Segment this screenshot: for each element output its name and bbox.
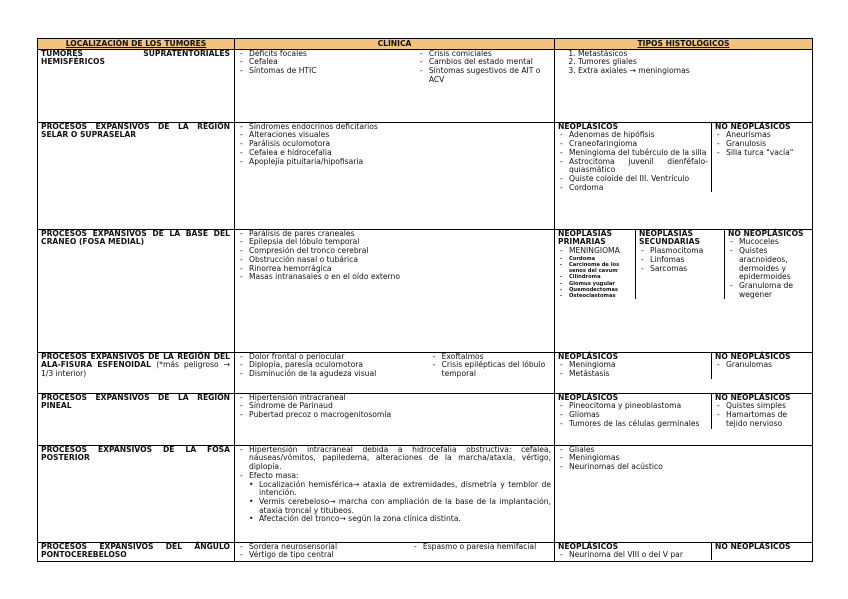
- list-item: - Efecto masa:: [238, 472, 551, 481]
- row-types: [555, 49, 813, 122]
- row-location: PROCESOS EXPANSIVOS DE LA REGIÓN SELAR O SUPRASELAR: [38, 122, 235, 229]
- list-item: - Rinorrea hemorrágica: [238, 265, 551, 274]
- list-item: - Metástasis: [558, 370, 708, 379]
- list-item: - Craneofaringioma: [558, 140, 708, 149]
- row-types: [555, 542, 813, 561]
- list-item: - Astrocitoma juvenil dienféfalo-quiasmático: [558, 158, 708, 175]
- row-clinic: [235, 393, 555, 445]
- list-item: - Disminución de la agudeza visual: [238, 370, 431, 379]
- list-item: - Quistes simples: [715, 402, 809, 411]
- row-location: PROCESOS EXPANSIVOS DE LA FOSA POSTERIOR: [38, 445, 235, 542]
- list-item: - Glomus yugular: [558, 281, 632, 287]
- list-item: - Plasmocitoma: [639, 247, 721, 256]
- list-item: - Alteraciones visuales: [238, 131, 551, 140]
- tumor-table: [37, 38, 813, 562]
- table-row: [38, 542, 813, 561]
- row-location: PROCESOS EXPANSIVOS DE LA REGIÓN PINEAL: [38, 393, 235, 445]
- list-item: - Quistes aracnoideos, dermoides y epidermoides: [728, 247, 809, 282]
- list-item: - Cefalea: [238, 58, 418, 67]
- list-item: • Vermis cerebeloso→ marcha con ampliación de la base de la implantación, ataxia troncal y titubeos.: [248, 498, 551, 515]
- list-item: - Osteoclastomas: [558, 293, 632, 299]
- list-item: - Parálisis de pares craneales: [238, 230, 551, 239]
- list-item: - Tumores de las células germinales: [558, 420, 708, 429]
- list-item: - Obstrucción nasal o tubárica: [238, 256, 551, 265]
- list-item: - Sarcomas: [639, 265, 721, 274]
- non-neoplastic-title: NO NEOPLÁSICOS: [715, 351, 791, 361]
- row-clinic: [235, 122, 555, 229]
- non-neoplastic-title: NO NEOPLÁSICOS: [715, 392, 791, 402]
- row-location: [38, 352, 235, 393]
- secondary-neoplasms-title: NEOPLASIAS SECUNDARIAS: [639, 228, 700, 247]
- list-item: - Gliomas: [558, 411, 708, 420]
- list-item: - Adenomas de hipófisis: [558, 131, 708, 140]
- list-item: - Compresión del tronco cerebral: [238, 247, 551, 256]
- header-tipos: TIPOS HISTOLÓGICOS: [555, 39, 813, 50]
- list-item: - Pineocitoma y pineoblastoma: [558, 402, 708, 411]
- list-item: - Cordoma: [558, 184, 708, 193]
- list-item: - Vértigo de tipo central: [238, 551, 412, 560]
- list-item: - Hamartomas de tejido nervioso: [715, 411, 809, 428]
- list-item: - Epilepsia del lóbulo temporal: [238, 238, 551, 247]
- list-item: - Síndrome de Parinaud: [238, 402, 551, 411]
- list-item: - Neurinomas del acústico: [558, 463, 809, 472]
- list-item: - Masas intranasales o en el oído externo: [238, 273, 551, 282]
- list-item: - Quiste coloide del III. Ventrículo: [558, 175, 708, 184]
- list-item: • Afectación del tronco→ según la zona clínica distinta.: [248, 515, 551, 524]
- neoplastic-title: NEOPLÁSICOS: [558, 541, 619, 551]
- neoplastic-title: NEOPLÁSICOS: [558, 392, 619, 402]
- header-row: [38, 39, 813, 50]
- list-item: - Sordera neurosensorial: [238, 543, 412, 552]
- list-item: - Neurinoma del VIII o del V par: [558, 551, 708, 560]
- row-clinic: [235, 445, 555, 542]
- list-item: - Cilindroma: [558, 274, 632, 280]
- row-location: PROCESOS EXPANSIVOS DE LA BASE DEL CRÁNEO (FOSA MEDIAL): [38, 229, 235, 352]
- row-types: [555, 352, 813, 393]
- list-item: - Crisis epilépticas del lóbulo temporal: [431, 361, 551, 378]
- list-item: - Quemodectomas: [558, 287, 632, 293]
- non-neoplastic-title: NO NEOPLÁSICOS: [728, 228, 804, 238]
- list-item: - Meningioma: [558, 361, 708, 370]
- list-item: • Localización hemisférica→ ataxia de extremidades, dismetría y temblor de intención.: [248, 481, 551, 498]
- row-types: [555, 445, 813, 542]
- list-item: - Gliales: [558, 446, 809, 455]
- list-item: - Silla turca "vacía": [715, 149, 809, 158]
- row-clinic: [235, 542, 555, 561]
- list-item: - Dolor frontal o periocular: [238, 353, 431, 362]
- row-clinic: [235, 49, 555, 122]
- list-item: - Síntomas sugestivos de AIT o ACV: [418, 67, 551, 84]
- list-item: - Hipertensión intracraneal: [238, 394, 551, 403]
- list-item: - Linfomas: [639, 256, 721, 265]
- non-neoplastic-title: NO NEOPLÁSICOS: [715, 121, 791, 131]
- list-item: - Parálisis oculomotora: [238, 140, 551, 149]
- list-item: 1. Metastásicos: [578, 50, 809, 59]
- row-location-note: (*más peligroso → 1/3 interior): [41, 360, 230, 379]
- row-types: [555, 229, 813, 352]
- list-item: - Granulosis: [715, 140, 809, 149]
- header-clinica: CLÍNICA: [235, 39, 555, 50]
- list-item: - Cefalea e hidrocefalia: [238, 149, 551, 158]
- list-item: - Carcinoma de los senos del cavum: [558, 262, 632, 274]
- list-item: - MENINGIOMA: [558, 247, 632, 256]
- list-item: - Síntomas de HTIC: [238, 67, 418, 76]
- list-item: - Déficits focales: [238, 50, 418, 59]
- list-item: - Meningiomas: [558, 454, 809, 463]
- table-row: [38, 229, 813, 352]
- table-row: [38, 49, 813, 122]
- list-item: - Exoftalmos: [431, 353, 551, 362]
- non-neoplastic-title: NO NEOPLÁSICOS: [715, 541, 791, 551]
- neoplastic-title: NEOPLÁSICOS: [558, 121, 619, 131]
- header-localizacion: LOCALIZACIÓN DE LOS TUMORES: [38, 39, 235, 50]
- list-item: 3. Extra axiales → meningiomas: [578, 67, 809, 76]
- list-item: - Cambios del estado mental: [418, 58, 551, 67]
- row-clinic: [235, 352, 555, 393]
- row-location: TUMORES SUPRATENTORIALES HEMISFÉRICOS: [38, 49, 235, 122]
- list-item: - Aneurismas: [715, 131, 809, 140]
- row-types: [555, 393, 813, 445]
- table-row: [38, 445, 813, 542]
- list-item: - Mucoceles: [728, 238, 809, 247]
- list-item: - Pubertad precoz o macrogenitosomía: [238, 411, 551, 420]
- list-item: - Cordoma: [558, 256, 632, 262]
- list-item: - Hipertensión intracraneal debida a hidrocefalia obstructiva: cefalea, náuseas/vómitos, papiledema, alteraciones de la marcha/ataxia, vértigo, diplopía.: [238, 446, 551, 472]
- row-location: PROCESOS EXPANSIVOS DEL ÁNGULO PONTOCEREBELOSO: [38, 542, 235, 561]
- document-page: [37, 38, 812, 562]
- list-item: - Granulomas: [715, 361, 809, 370]
- table-row: [38, 122, 813, 229]
- primary-neoplasms-title: NEOPLASIAS PRIMARIAS: [558, 228, 612, 247]
- table-row: [38, 393, 813, 445]
- row-types: [555, 122, 813, 229]
- list-item: - Síndromes endocrinos deficitarios: [238, 123, 551, 132]
- row-location-text: PROCESOS EXPANSIVOS DE LA REGIÓN DEL ALA-FISURA ESFENOIDAL: [41, 351, 230, 370]
- list-item: - Apoplejía pituitaria/hipofisaria: [238, 158, 551, 167]
- list-item: - Espasmo o paresia hemifacial: [412, 543, 551, 552]
- list-item: - Crisis comiciales: [418, 50, 551, 59]
- list-item: 2. Tumores gliales: [578, 58, 809, 67]
- list-item: - Granuloma de wegener: [728, 282, 809, 299]
- list-item: - Diplopía, paresia oculomotora: [238, 361, 431, 370]
- row-clinic: [235, 229, 555, 352]
- neoplastic-title: NEOPLÁSICOS: [558, 351, 619, 361]
- table-row: [38, 352, 813, 393]
- list-item: - Meningioma del tubérculo de la silla: [558, 149, 708, 158]
